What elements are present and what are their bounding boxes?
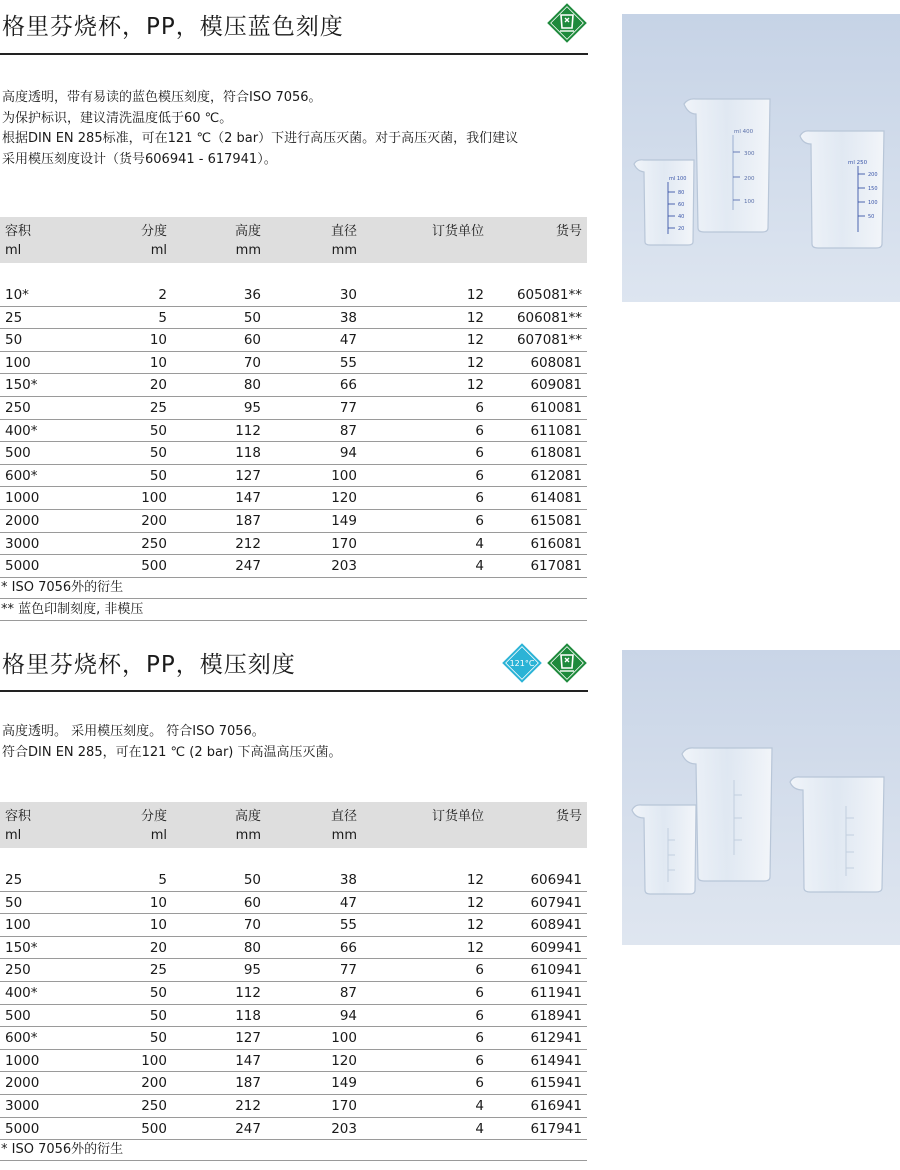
cell-pack: 4 — [475, 558, 484, 575]
header-volume-unit: ml — [5, 828, 22, 843]
cell-pack: 6 — [475, 400, 484, 416]
photo-marking: ml 400 — [734, 129, 754, 135]
section1-description — [2, 88, 587, 170]
table-row — [0, 892, 587, 915]
header-cat: 货号 — [555, 809, 582, 824]
cell-diameter: 94 — [339, 1007, 357, 1024]
cell-volume: 100 — [5, 917, 31, 934]
table-row — [0, 555, 587, 578]
cell-pack: 6 — [475, 513, 484, 529]
cell-volume: 2000 — [5, 1075, 40, 1092]
header-graduation: 分度 — [140, 809, 167, 824]
cell-volume: 150* — [5, 377, 38, 394]
cell-graduation: 50 — [149, 422, 167, 439]
cell-height: 118 — [235, 1007, 261, 1024]
cell-height: 50 — [243, 309, 261, 326]
desc-line: 采用模压刻度设计（货号606941 - 617941）。 — [2, 151, 277, 167]
cell-volume: 2000 — [5, 513, 40, 529]
cell-height: 70 — [243, 354, 261, 371]
desc-line: 符合DIN EN 285，可在121 ℃ (2 bar) 下高温高压灭菌。 — [2, 744, 342, 760]
cell-volume: 500 — [5, 445, 31, 462]
cell-cat: 610081 — [530, 400, 582, 416]
product-photo-molded-graduation — [622, 650, 900, 945]
table-row — [0, 487, 587, 510]
cell-height: 127 — [235, 467, 261, 484]
cell-volume: 600* — [5, 1030, 38, 1047]
photo-marking: 200 — [868, 172, 878, 178]
header-diameter: 直径 — [330, 224, 357, 239]
cell-cat: 612941 — [530, 1030, 582, 1047]
photo-marking: 200 — [744, 176, 755, 182]
cell-volume: 3000 — [5, 535, 40, 552]
footnote: ** 蓝色印制刻度, 非模压 — [0, 599, 587, 621]
cell-height: 95 — [243, 962, 261, 979]
cell-diameter: 170 — [331, 535, 357, 552]
table-row — [0, 510, 587, 533]
section1-title: 格里芬烧杯，PP，模压蓝色刻度 — [2, 14, 344, 40]
cell-pack: 6 — [475, 445, 484, 462]
cell-diameter: 55 — [339, 917, 357, 934]
cell-height: 60 — [243, 894, 261, 911]
cell-pack: 12 — [466, 354, 484, 371]
footnote: * ISO 7056外的衍生 — [0, 1139, 587, 1161]
cell-cat: 609081 — [530, 377, 582, 394]
cell-cat: 617081 — [530, 558, 582, 575]
photo-marking: ml 250 — [848, 160, 868, 166]
cell-graduation: 500 — [141, 558, 167, 575]
cell-graduation: 50 — [149, 1030, 167, 1047]
cell-volume: 150* — [5, 939, 38, 956]
cell-graduation: 200 — [141, 1075, 167, 1092]
cell-pack: 6 — [475, 1052, 484, 1069]
cell-graduation: 5 — [158, 309, 167, 326]
table-row — [0, 959, 587, 982]
header-volume: 容积 — [5, 224, 32, 239]
cell-pack: 12 — [466, 917, 484, 934]
cell-cat: 611941 — [530, 985, 582, 1001]
cell-pack: 12 — [466, 939, 484, 956]
cell-height: 95 — [243, 400, 261, 416]
cell-height: 50 — [243, 872, 261, 888]
cell-cat: 605081** — [516, 287, 582, 303]
cell-diameter: 100 — [331, 467, 357, 484]
desc-line: 根据DIN EN 285标准，可在121 ℃（2 bar）下进行高压灭菌。对于高压灭菌，我们建议 — [2, 131, 519, 146]
cell-volume: 1000 — [5, 490, 40, 507]
cell-graduation: 50 — [149, 985, 167, 1001]
header-volume: 容积 — [5, 809, 32, 824]
cell-diameter: 87 — [339, 985, 357, 1001]
cell-pack: 6 — [475, 422, 484, 439]
table-row — [0, 442, 587, 465]
cell-height: 118 — [235, 445, 261, 462]
beakers-illustration — [622, 14, 900, 302]
cell-pack: 6 — [475, 962, 484, 979]
cell-volume: 5000 — [5, 558, 40, 575]
cell-height: 70 — [243, 917, 261, 934]
header-diameter: 直径 — [330, 809, 357, 824]
footnote: * ISO 7056外的衍生 — [0, 577, 587, 599]
cell-pack: 6 — [475, 467, 484, 484]
cell-cat: 608081 — [530, 354, 582, 371]
cell-graduation: 25 — [149, 400, 167, 416]
table-row — [0, 1118, 587, 1141]
cell-pack: 12 — [466, 894, 484, 911]
cell-volume: 1000 — [5, 1052, 40, 1069]
cell-graduation: 10 — [149, 332, 167, 349]
header-graduation: 分度 — [140, 224, 167, 239]
photo-marking: 100 — [868, 200, 878, 206]
cell-cat: 607941 — [530, 894, 582, 911]
cell-pack: 12 — [466, 377, 484, 394]
cell-cat: 612081 — [530, 467, 582, 484]
cell-diameter: 66 — [339, 939, 357, 956]
cell-height: 187 — [235, 513, 261, 529]
table-row — [0, 982, 587, 1005]
cell-graduation: 250 — [141, 535, 167, 552]
cell-volume: 50 — [5, 332, 23, 349]
section2-description — [2, 722, 587, 763]
cell-graduation: 200 — [141, 513, 167, 529]
table-row — [0, 465, 587, 488]
table-row — [0, 1050, 587, 1073]
section2-rule — [0, 690, 588, 692]
cell-cat: 606081** — [516, 309, 582, 326]
photo-marking: 60 — [678, 202, 685, 208]
table-row — [0, 420, 587, 443]
table-row — [0, 914, 587, 937]
cell-graduation: 50 — [149, 445, 167, 462]
table-header — [0, 217, 587, 263]
cell-diameter: 38 — [339, 309, 357, 326]
cell-volume: 25 — [5, 309, 23, 326]
cell-volume: 100 — [5, 354, 31, 371]
table-row — [0, 1095, 587, 1118]
table-row — [0, 869, 587, 892]
cell-diameter: 149 — [331, 513, 357, 529]
cell-height: 127 — [235, 1030, 261, 1047]
photo-marking: 300 — [744, 151, 755, 157]
cell-graduation: 5 — [158, 872, 167, 888]
cell-diameter: 120 — [331, 1052, 357, 1069]
cell-cat: 615081 — [530, 513, 582, 529]
cell-graduation: 500 — [141, 1120, 167, 1137]
cell-volume: 5000 — [5, 1120, 40, 1137]
cell-height: 247 — [235, 558, 261, 575]
cell-height: 212 — [235, 535, 261, 552]
cell-diameter: 77 — [339, 400, 357, 416]
beakers-illustration — [622, 650, 900, 945]
photo-marking: 20 — [678, 226, 685, 232]
cell-diameter: 203 — [331, 1120, 357, 1137]
cell-pack: 6 — [475, 1030, 484, 1047]
table-row — [0, 1072, 587, 1095]
header-height-unit: mm — [235, 828, 261, 843]
cell-volume: 3000 — [5, 1098, 40, 1114]
cell-graduation: 10 — [149, 894, 167, 911]
cell-pack: 4 — [475, 1120, 484, 1137]
header-diameter-unit: mm — [331, 243, 357, 258]
cell-pack: 12 — [466, 287, 484, 303]
header-height-unit: mm — [235, 243, 261, 258]
header-height: 高度 — [234, 224, 261, 239]
table-row — [0, 284, 587, 307]
cell-volume: 500 — [5, 1007, 31, 1024]
table-row — [0, 1005, 587, 1028]
section2-title: 格里芬烧杯，PP，模压刻度 — [2, 652, 296, 678]
cell-diameter: 120 — [331, 490, 357, 507]
autoclave-121c-badge — [500, 642, 544, 684]
cell-volume: 600* — [5, 467, 38, 484]
cell-pack: 12 — [466, 872, 484, 888]
cell-height: 147 — [235, 1052, 261, 1069]
cell-graduation: 100 — [141, 490, 167, 507]
cell-height: 80 — [243, 377, 261, 394]
cell-graduation: 10 — [149, 917, 167, 934]
cell-pack: 6 — [475, 490, 484, 507]
cell-diameter: 87 — [339, 422, 357, 439]
header-graduation-unit: ml — [150, 828, 167, 843]
table-row — [0, 533, 587, 556]
cell-cat: 616941 — [530, 1098, 582, 1114]
header-diameter-unit: mm — [331, 828, 357, 843]
table-row — [0, 307, 587, 330]
cell-volume: 400* — [5, 422, 38, 439]
cell-cat: 608941 — [530, 917, 582, 934]
header-graduation-unit: ml — [150, 243, 167, 258]
cell-graduation: 100 — [141, 1052, 167, 1069]
cell-pack: 12 — [466, 309, 484, 326]
cell-height: 147 — [235, 490, 261, 507]
cell-cat: 617941 — [530, 1120, 582, 1137]
dishwasher-safe-badge — [546, 2, 588, 44]
cell-cat: 607081** — [516, 332, 582, 349]
table-row — [0, 1027, 587, 1050]
table-row — [0, 374, 587, 397]
cell-pack: 4 — [475, 1098, 484, 1114]
cell-graduation: 25 — [149, 962, 167, 979]
photo-marking: ml 100 — [669, 176, 687, 182]
cell-diameter: 94 — [339, 445, 357, 462]
cell-diameter: 203 — [331, 558, 357, 575]
cell-cat: 618941 — [530, 1007, 582, 1024]
cell-height: 36 — [243, 287, 261, 303]
photo-marking: 100 — [744, 199, 755, 205]
cell-volume: 50 — [5, 894, 23, 911]
cell-cat: 611081 — [530, 422, 582, 439]
cell-cat: 614081 — [530, 490, 582, 507]
photo-marking: 40 — [678, 214, 685, 220]
cell-height: 60 — [243, 332, 261, 349]
cell-graduation: 50 — [149, 1007, 167, 1024]
table-row — [0, 329, 587, 352]
cell-graduation: 50 — [149, 467, 167, 484]
header-height: 高度 — [234, 809, 261, 824]
cell-diameter: 38 — [339, 872, 357, 888]
cell-diameter: 77 — [339, 962, 357, 979]
cell-volume: 400* — [5, 985, 38, 1001]
cell-cat: 618081 — [530, 445, 582, 462]
cell-cat: 610941 — [530, 962, 582, 979]
cell-height: 187 — [235, 1075, 261, 1092]
cell-height: 112 — [235, 985, 261, 1001]
cell-diameter: 55 — [339, 354, 357, 371]
cell-diameter: 47 — [339, 332, 357, 349]
cell-pack: 12 — [466, 332, 484, 349]
cell-height: 80 — [243, 939, 261, 956]
product-photo-blue-graduation — [622, 14, 900, 302]
photo-marking: 50 — [868, 214, 875, 220]
cell-volume: 250 — [5, 962, 31, 979]
cell-pack: 6 — [475, 985, 484, 1001]
cell-volume: 10* — [5, 287, 29, 303]
desc-line: 高度透明，带有易读的蓝色模压刻度，符合ISO 7056。 — [2, 90, 322, 105]
cell-graduation: 10 — [149, 354, 167, 371]
cell-cat: 616081 — [530, 535, 582, 552]
table-header — [0, 802, 587, 848]
cell-diameter: 66 — [339, 377, 357, 394]
photo-marking: 80 — [678, 190, 685, 196]
header-volume-unit: ml — [5, 243, 22, 258]
cell-diameter: 47 — [339, 894, 357, 911]
cell-diameter: 100 — [331, 1030, 357, 1047]
badge-temp-label: 121°C — [509, 659, 535, 668]
cell-diameter: 30 — [339, 287, 357, 303]
cell-diameter: 149 — [331, 1075, 357, 1092]
cell-height: 112 — [235, 422, 261, 439]
cell-graduation: 250 — [141, 1098, 167, 1114]
cell-volume: 25 — [5, 872, 23, 888]
dishwasher-safe-badge — [546, 642, 588, 684]
cell-graduation: 20 — [149, 939, 167, 956]
cell-volume: 250 — [5, 400, 31, 416]
cell-cat: 614941 — [530, 1052, 582, 1069]
cell-diameter: 170 — [331, 1098, 357, 1114]
cell-height: 212 — [235, 1098, 261, 1114]
desc-line: 为保护标识，建议清洗温度低于60 ℃。 — [2, 110, 233, 126]
cell-cat: 606941 — [530, 872, 582, 888]
cell-graduation: 20 — [149, 377, 167, 394]
cell-cat: 615941 — [530, 1075, 582, 1092]
photo-marking: 150 — [868, 186, 878, 192]
header-pack: 订货单位 — [431, 809, 484, 824]
cell-pack: 4 — [475, 535, 484, 552]
table-row — [0, 397, 587, 420]
cell-pack: 6 — [475, 1007, 484, 1024]
table-row — [0, 352, 587, 375]
desc-line: 高度透明。 采用模压刻度。 符合ISO 7056。 — [2, 724, 265, 739]
cell-cat: 609941 — [530, 939, 582, 956]
table-row — [0, 937, 587, 960]
cell-pack: 6 — [475, 1075, 484, 1092]
section1-rule — [0, 53, 588, 55]
header-cat: 货号 — [555, 224, 582, 239]
header-pack: 订货单位 — [431, 224, 484, 239]
cell-graduation: 2 — [158, 287, 167, 303]
cell-height: 247 — [235, 1120, 261, 1137]
